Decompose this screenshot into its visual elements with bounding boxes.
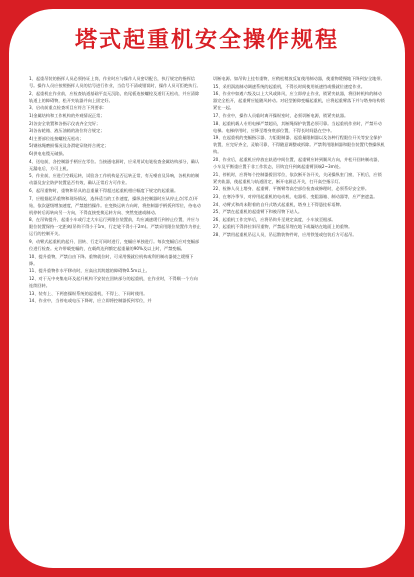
rules-body [29, 75, 385, 556]
rule-paragraph: 1)金属结构和工作机构的外观情况正常； [29, 112, 105, 118]
rule-paragraph: 15、采用涡流制动调速系统的起重机，不得长时间使用低速挡或慢就位速度作业。 [213, 83, 365, 89]
rule-paragraph: 3、启动前重点检查项目应符合下列要求： [29, 105, 108, 111]
rule-paragraph: 3)各齿轮箱、液压油箱的油位符合规定； [29, 128, 105, 134]
rule-paragraph: 1、起重吊装的指挥人员必须持证上岗，作业时应与操作人员密切配合，执行规定的指挥信号。操作人员应按照指挥人员的信号进行作业，当信号不清或错误时，操作人员可拒绝执行。 [29, 76, 201, 89]
rule-paragraph: 2)各安全装置和各指示仪表齐全完好； [29, 120, 101, 126]
rule-paragraph: 8、在吊钩提升、起重小车或行走大车运行到限位装置前，均应减速缓行到停止位置，并应与限位装置保持一定距离(吊钩不得小于1m，行走轮不得小于2m)。严禁采用限位装置作为停止运行的控制开关。 [29, 217, 201, 237]
rule-paragraph: 26、起重机工作完毕后，应将吊钩升至规定高度，小车放至根部。 [213, 216, 336, 222]
rule-paragraph: 4)主要部位连接螺栓无松动； [29, 135, 84, 141]
rule-paragraph: 6、起吊重物时，重物和吊具的总重量不得超过起重机相应幅度下规定的起重量。 [29, 187, 179, 193]
rule-paragraph: 2、起重机在作业前，应检查轨道基础平直无沉陷，鱼尾板连接螺栓及道钉无松动，并应清除轨道上的障碍物，松开夹轨器并向上固定好。 [29, 90, 200, 103]
rule-paragraph: 12、对于无中央集电环及起升机构不安装在回转部分的起重机，在作业时，不得顺一个方向连续回转。 [29, 276, 198, 289]
rule-paragraph: 4、送电前，各控制器手柄应在零位。当接通电源时，应采用试电笔检查金属结构部分，确认无漏电后，方可上机。 [29, 158, 200, 171]
document-title: 塔式起重机安全操作规程 [74, 28, 339, 53]
rule-paragraph: 切断电源。如吊钩上挂有重物，应稍松稍放反复使用制动器，使重物缓慢地下降到安全地带。 [213, 76, 385, 81]
rule-paragraph: 7、应根据起吊重物和现场情况，选择适当的工作速度，操纵各控制器时应从停止点(零点)开始，依次逐级增加速度，严禁越挡操作。在变换运转方向时，将控制器手柄扳到零位，待电动机停转后再转向另一方向，不得直接变换运转方向、突然变速或制动。 [29, 195, 201, 215]
rule-paragraph: 6)供电电缆无破损。 [29, 150, 67, 156]
rule-paragraph: 5、作业前，应进行空载运转，试验各工作机构是否运转正常，有无噪音及异响，各机构的制动器及安全防护装置是否有效，确认正常后方可作业。 [29, 173, 200, 186]
rule-paragraph: 19、在起重机的变幅指示器、力矩限制器、起重量限制器以及各种行程限位开关等安全保护装置，应完好齐全，灵敏可靠，不得随意调整或拆除。严禁利用限制器和限位装置代替操纵机构。 [213, 135, 385, 155]
rule-paragraph: 22、检修人员上塔身、起重臂、平衡臂等高空部位检查或修理时，必须系好安全带。 [213, 186, 370, 192]
rule-paragraph: 17、作业中，操作人员临时离开操纵室时，必须切断电源，锁紧夹轨器。 [213, 112, 349, 118]
rule-paragraph: 27、起重机不得斜拉斜吊重物，严禁起吊埋在地下或凝结在地面上的重物。 [213, 224, 353, 230]
rule-paragraph: 11、提升重物作水平移动时，应高出其跨越的障碍物0.5m以上。 [29, 268, 150, 274]
rule-paragraph: 13、装有上、下两套操纵系统的起重机，不得上、下同时使用。 [29, 290, 148, 296]
rule-paragraph: 10、提升重物，严禁自由下降。重物就位时，可采用慢就位机构或利用制动器使之缓慢下降。 [29, 253, 194, 266]
rule-paragraph: 9、动臂式起重机的起升、回转、行走可同时进行，变幅应单独进行。每次变幅后应对变幅部位进行检查。允许带载变幅的，在载荷达到额定起重量的90%及以上时，严禁变幅。 [29, 239, 200, 252]
rule-paragraph: 20、作业后，起重机应停放在轨道中间位置，起重臂应转到顺风方向，并松开回转制动器，小车及平衡重应置于非工作状态，吊钩宜升到离起重臂顶端2~3m处。 [213, 157, 382, 170]
rule-paragraph: 16、作业中如遇六级及以上大风或阵风，应立即停止作业，锁紧夹轨器，将回转机构的制动器完全松开，起重臂应能随风转动。对轻型俯仰变幅起重机，应将起重臂落下并与塔身结构锁紧在一起。 [213, 91, 385, 111]
rule-paragraph: 24、动臂式和尚未附着的自升式塔式起重机，塔身上不得悬挂标语牌。 [213, 201, 344, 207]
rule-paragraph: 28、严禁用起重机吊运人员，吊运散装物件时，应用铁笼或包装后方可起吊。 [213, 231, 357, 237]
rule-paragraph: 14、作业中，当停电或电压下降时，应立即将控制器扳到零位，并 [29, 298, 152, 304]
rule-paragraph: 5)钢丝绳磨损情况及各滑轮穿绕符合规定； [29, 143, 109, 149]
rule-paragraph: 23、在寒冷季节，对停用起重机的电动机、电器柜、变阻器箱、制动器等，应严密遮盖。 [213, 194, 378, 199]
rules-right-column [213, 75, 385, 556]
rules-left-column [29, 75, 201, 556]
rule-paragraph: 18、起重机载人专用电梯严禁超员，其断绳保护装置必须可靠。当起重机作业时，严禁开动电梯。电梯停用时，应降至塔身底部位置，不得长时间悬在空中。 [213, 120, 382, 133]
sign-board-white-panel [9, 9, 405, 568]
rule-paragraph: 21、停机时，应将每个控制器拨回零位，依次断开各开关，关闭操纵室门窗，下机后，应锁紧夹轨器，使起重机与轨道固定，断开电源总开关，打开高空指示灯。 [213, 171, 382, 184]
rule-paragraph: 25、严禁在起重机的起重臂下和被吊物下站人。 [213, 209, 303, 215]
